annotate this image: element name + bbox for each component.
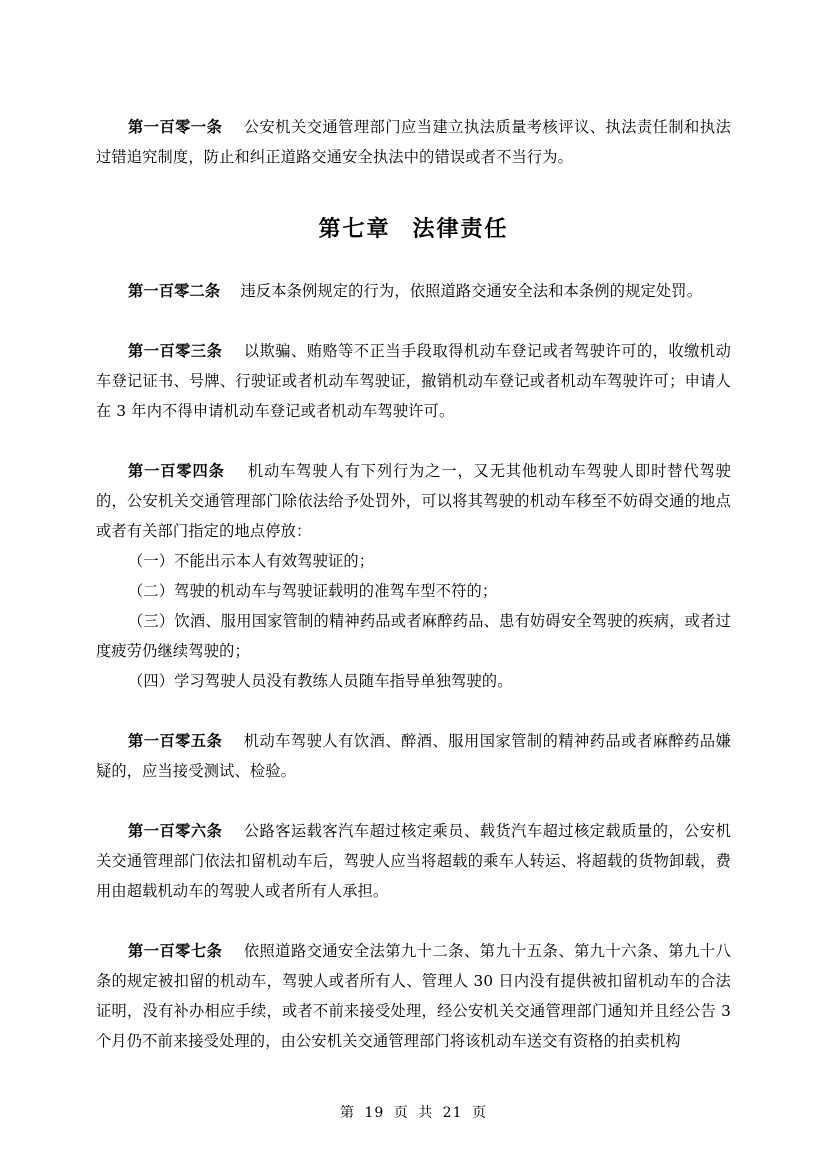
page-footer xyxy=(0,1102,827,1122)
footer-page-unit: 页 xyxy=(393,1105,409,1121)
chapter-title-text: 法律责任 xyxy=(412,216,509,242)
article-sub-item: （一）不能出示本人有效驾驶证的； xyxy=(128,552,375,570)
footer-page-number: 19 xyxy=(364,1105,385,1121)
article-paragraph xyxy=(96,336,731,426)
article-label: 第一百零七条 xyxy=(128,942,223,960)
article-block-105 xyxy=(96,726,731,786)
article-paragraph xyxy=(96,456,731,546)
article-paragraph xyxy=(96,816,731,906)
article-sub-item: （二）驾驶的机动车与驾驶证载明的准驾车型不符的； xyxy=(128,582,498,600)
chapter-heading xyxy=(96,212,731,246)
article-block-101 xyxy=(96,112,731,172)
article-sub-item: （三）饮酒、服用国家管制的精神药品或者麻醉药品、患有妨碍安全驾驶的疾病，或者过度疲劳仍继续驾驶的； xyxy=(96,612,731,660)
article-body: 机动车驾驶人有下列行为之一，又无其他机动车驾驶人即时替代驾驶的，公安机关交通管理部门除依法给予处罚外，可以将其驾驶的机动车移至不妨碍交通的地点或者有关部门指定的地点停放： xyxy=(96,462,731,540)
article-label: 第一百零五条 xyxy=(128,732,223,750)
footer-total-pages: 21 xyxy=(442,1105,463,1121)
article-body: 公安机关交通管理部门应当建立执法质量考核评议、执法责任制和执法过错追究制度，防止和纠正道路交通安全执法中的错误或者不当行为。 xyxy=(96,118,731,166)
article-paragraph xyxy=(96,112,731,172)
article-paragraph xyxy=(96,936,731,1056)
article-body: 违反本条例规定的行为，依照道路交通安全法和本条例的规定处罚。 xyxy=(240,282,703,300)
article-paragraph xyxy=(96,276,731,306)
footer-total-label: 共 xyxy=(418,1105,434,1121)
article-block-103 xyxy=(96,336,731,426)
footer-page-label: 第 xyxy=(340,1105,356,1121)
article-body: 依照道路交通安全法第九十二条、第九十五条、第九十六条、第九十八条的规定被扣留的机动车，驾驶人或者所有人、管理人 30 日内没有提供被扣留机动车的合法证明，没有补办相应手续，或者不前来接受处理，经公安机关交通管理部门通知并且经公告 3 个月仍不前来接受处理的，由公安机关交通管理部门将该机动车送交有资格的拍卖机构 xyxy=(96,942,731,1050)
article-label: 第一百零四条 xyxy=(128,462,225,480)
article-body: 机动车驾驶人有饮酒、醉酒、服用国家管制的精神药品或者麻醉药品嫌疑的，应当接受测试、检验。 xyxy=(96,732,731,780)
footer-total-unit: 页 xyxy=(471,1105,487,1121)
article-label: 第一百零六条 xyxy=(128,822,223,840)
article-body: 以欺骗、贿赂等不正当手段取得机动车登记或者驾驶许可的，收缴机动车登记证书、号牌、行驶证或者机动车驾驶证，撤销机动车登记或者机动车驾驶许可；申请人在 3 年内不得申请机动车登记或者机动车驾驶许可。 xyxy=(96,342,731,420)
article-paragraph xyxy=(96,726,731,786)
article-block-107 xyxy=(96,936,731,1056)
article-label: 第一百零二条 xyxy=(128,282,221,300)
article-label: 第一百零三条 xyxy=(128,342,223,360)
chapter-prefix: 第七章 xyxy=(318,216,391,242)
article-block-104 xyxy=(96,456,731,696)
article-sub-item: （四）学习驾驶人员没有教练人员随车指导单独驾驶的。 xyxy=(128,672,513,690)
article-block-106 xyxy=(96,816,731,906)
article-body: 公路客运载客汽车超过核定乘员、载货汽车超过核定载质量的，公安机关交通管理部门依法扣留机动车后，驾驶人应当将超载的乘车人转运、将超载的货物卸载，费用由超载机动车的驾驶人或者所有人承担。 xyxy=(96,822,731,900)
article-block-102 xyxy=(96,276,731,306)
article-label: 第一百零一条 xyxy=(128,118,223,136)
